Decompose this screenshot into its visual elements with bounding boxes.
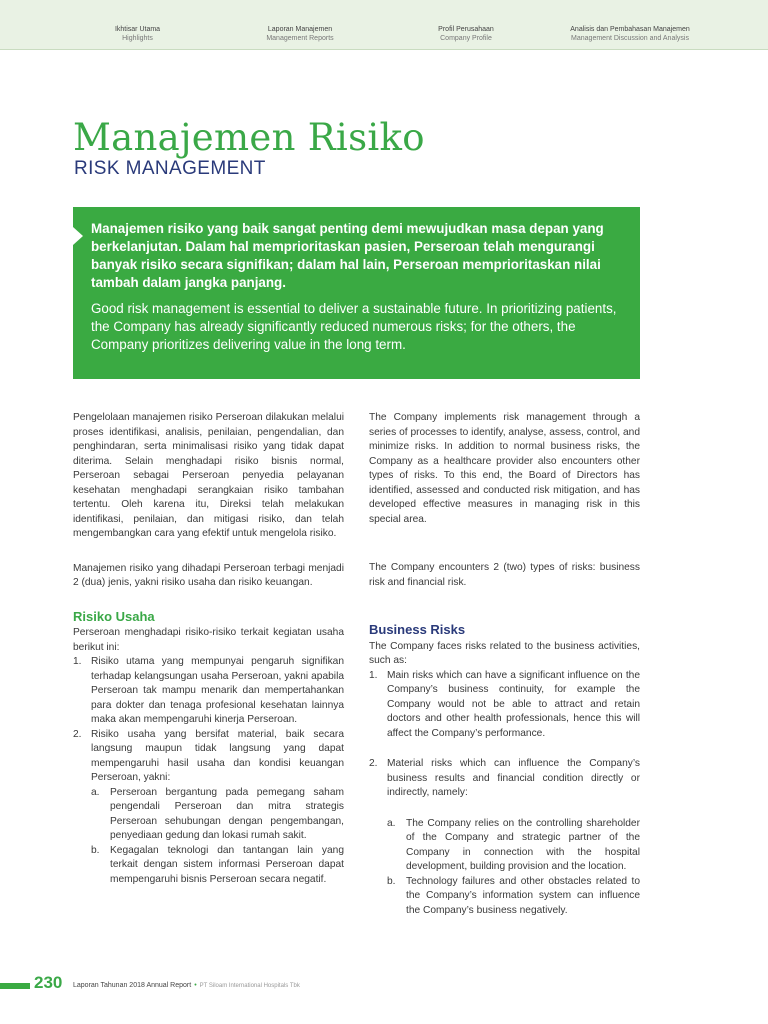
nav-management-reports-en: Management Reports xyxy=(266,35,334,42)
nav-highlights[interactable] xyxy=(95,25,180,43)
footer-text xyxy=(73,982,300,989)
intro-text-english: Good risk management is essential to deliver a sustainable future. In prioritizing patients, the Company has already significantly reduced numerous risks; for the others, the Company prioritizes delivering value in the long term. xyxy=(91,301,617,352)
intro-text-indonesian: Manajemen risiko yang baik sangat penting demi mewujudkan masa depan yang berkelanjutan. Dalam hal memprioritaskan pasien, Perseroan telah mengurangi banyak risiko secara signifikan; dalam hal lain, Perseroan memprioritaskan nilai tambah dalam jangka panjang. xyxy=(91,221,604,290)
intro-arrow-icon xyxy=(73,227,83,245)
footer-accent-bar xyxy=(0,983,30,989)
right-sublist-text-b: Technology failures and other obstacles related to the Company’s information system can influence the Company’s business negatively. xyxy=(406,875,640,916)
left-list-item-1 xyxy=(73,655,344,728)
right-column xyxy=(369,411,640,918)
footer-company-name: PT Siloam International Hospitals Tbk xyxy=(199,983,300,989)
right-list-text-1: Main risks which can have a significant influence on the Company’s business continuity, for example the Company would not be able to attract and retain doctors and other health professionals, hence this will affect the Company’s performance. xyxy=(387,669,640,739)
left-sublist-letter-b: b. xyxy=(91,844,100,856)
right-sublist-item-a xyxy=(369,817,640,875)
left-paragraph-1: Pengelolaan manajemen risiko Perseroan dilakukan melalui proses identifikasi, analisis, penilaian, pengendalian, dan penghindaran, serta minimalisasi risiko yang tidak dapat diterima. Selain menghadapi risiko bisnis normal, Perseroan sebagai Perseroan penyedia pelayanan kesehatan menghadapi serangkaian risiko tambahan tertentu. Oleh karena itu, Direksi telah melakukan identifikasi, penilaian, dan mitigasi risiko, dan telah mengembangkan cara yang efektif untuk mengelola risiko. xyxy=(73,412,344,539)
right-section-heading: Business Risks xyxy=(369,622,466,637)
right-sublist-letter-a: a. xyxy=(387,817,396,829)
page-title: Manajemen Risiko xyxy=(73,116,425,159)
nav-management-discussion[interactable] xyxy=(555,25,705,43)
right-sublist-text-a: The Company relies on the controlling shareholder of the Company and strategic partner of the Company in connection with the hospital development, building provision and the location. xyxy=(406,817,640,872)
page-subtitle: RISK MANAGEMENT xyxy=(74,158,266,179)
footer-report-title: Laporan Tahunan 2018 Annual Report xyxy=(73,982,192,989)
left-section-heading: Risiko Usaha xyxy=(73,608,155,624)
left-sublist-item-a xyxy=(73,786,344,844)
intro-box xyxy=(73,207,640,379)
right-list-number-1: 1. xyxy=(369,669,378,681)
right-list-number-2: 2. xyxy=(369,758,378,769)
right-list-text-2: Material risks which can influence the Company’s business results and financial condition directly or indirectly, namely: xyxy=(387,758,640,798)
nav-management-discussion-id: Analisis dan Pembahasan Manajemen xyxy=(570,26,690,33)
left-list-item-2 xyxy=(73,728,344,786)
left-list-number-2: 2. xyxy=(73,728,82,740)
left-list-text-2: Risiko usaha yang bersifat material, baik secara langsung maupun tidak langsung yang dapat mempengaruhi hasil usaha dan kondisi keuangan Perseroan, yakni: xyxy=(91,728,344,783)
nav-company-profile[interactable] xyxy=(420,25,512,43)
right-list-item-1 xyxy=(369,669,640,742)
right-lead: The Company faces risks related to the business activities, such as: xyxy=(369,640,640,666)
nav-highlights-en: Highlights xyxy=(122,35,153,42)
nav-management-reports-id: Laporan Manajemen xyxy=(267,26,333,33)
nav-management-discussion-en: Management Discussion and Analysis xyxy=(571,35,689,42)
left-column xyxy=(73,411,344,887)
left-list-text-1: Risiko utama yang mempunyai pengaruh signifikan terhadap kelangsungan usaha Perseroan, yakni apabila Perseroan tak mampu menarik dan mempertahankan para dokter dan tenaga profesional kesehatan lainnya maka akan mempengaruhi kinerja Perseroan. xyxy=(91,656,344,725)
left-sublist-text-b: Kegagalan teknologi dan tantangan lain yang terkait dengan sistem informasi Perseroan dapat mempengaruhi bisnis Perseroan secara negatif. xyxy=(110,844,344,885)
left-paragraph-2: Manajemen risiko yang dihadapi Perseroan terbagi menjadi 2 (dua) jenis, yakni risiko usaha dan risiko keuangan. xyxy=(73,562,344,588)
right-sublist-item-b xyxy=(369,875,640,919)
nav-company-profile-id: Profil Perusahaan xyxy=(438,26,494,33)
left-lead: Perseroan menghadapi risiko-risiko terkait kegiatan usaha berikut ini: xyxy=(73,627,344,653)
page-number: 230 xyxy=(34,973,63,992)
left-sublist-item-b xyxy=(73,844,344,888)
right-paragraph-2: The Company encounters 2 (two) types of risks: business risk and financial risk. xyxy=(369,562,640,588)
left-sublist-letter-a: a. xyxy=(91,786,100,798)
nav-management-reports[interactable] xyxy=(250,25,350,43)
left-list-number-1: 1. xyxy=(73,656,82,667)
left-sublist-text-a: Perseroan bergantung pada pemegang saham pengendali Perseroan dan mitra strategis Perseroan sehubungan dengan pengembangan, penyediaan gedung dan lokasi rumah sakit. xyxy=(110,786,344,841)
top-navigation-bar xyxy=(0,0,768,50)
footer-bullet: • xyxy=(194,982,197,989)
nav-company-profile-en: Company Profile xyxy=(440,35,492,42)
right-sublist-letter-b: b. xyxy=(387,875,396,887)
right-list-item-2 xyxy=(369,757,640,801)
nav-highlights-id: Ikhtisar Utama xyxy=(114,26,161,33)
right-paragraph-1: The Company implements risk management through a series of processes to identify, analyse, assess, control, and minimize risks. In addition to normal business risks, the Company as a healthcare provider also encounters other types of risks. To this end, the Board of Directors has identified, assessed and conducted risk mitigation, and has developed effective measures in managing risk in this special area. xyxy=(369,412,640,525)
